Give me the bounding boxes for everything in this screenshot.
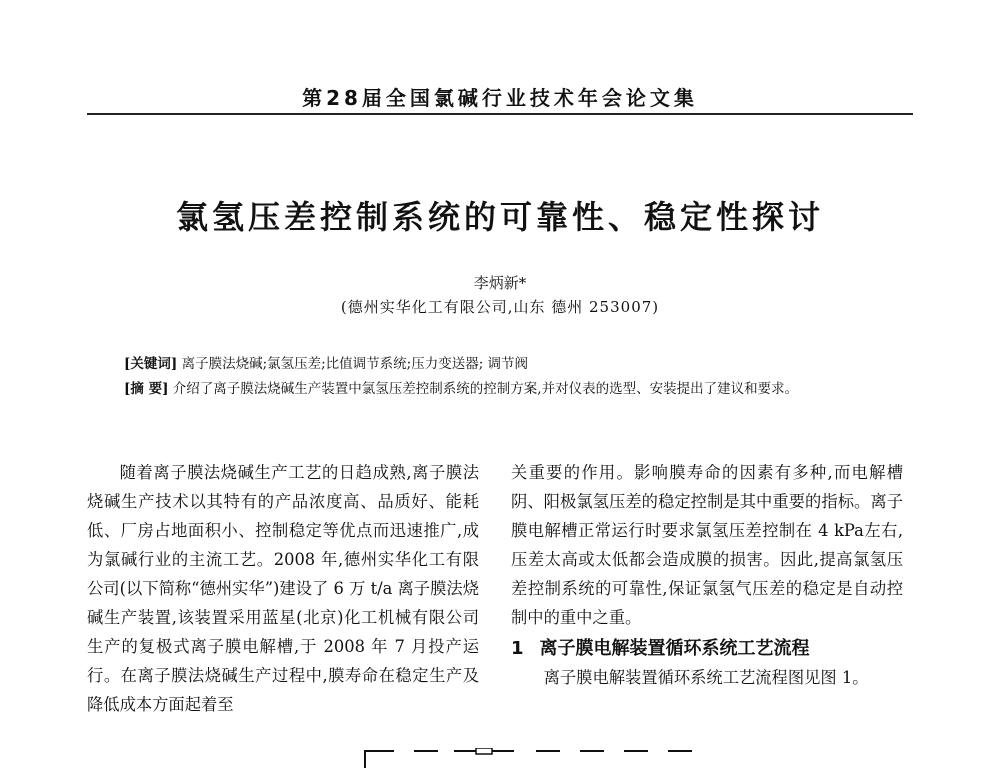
section-1-title: 离子膜电解装置循环系统工艺流程: [539, 638, 810, 659]
body-paragraph-2: 关重要的作用。影响膜寿命的因素有多种,而电解槽阴、阳极氯氢压差的稳定控制是其中重要的指标。离子膜电解槽正常运行时要求氯氢压差控制在 4 kPa左右,压差太高或太低都会造成膜的损害。因此,提高氯氢压差控制系统的可靠性,保证氯氢气压差的稳定是自动控制中的重中之重。: [511, 463, 903, 627]
proceedings-header: 第28届全国氯碱行业技术年会论文集: [302, 86, 698, 110]
body-paragraph-1: 随着离子膜法烧碱生产工艺的日趋成熟,离子膜法烧碱生产技术以其特有的产品浓度高、品质好、能耗低、厂房占地面积小、控制稳定等优点而迅速推广,成为氯碱行业的主流工艺。2008 年,德州实华化工有限公司(以下简称“德州实华”)建设了 6 万 t/a 离子膜法烧碱生产装置,该装置采用蓝星(北京)化工机械有限公司生产的复极式离子膜电解槽,于 2008 年 7 月投产运行。在离子膜法烧碱生产过程中,膜寿命在稳定生产及降低成本方面起着至: [87, 463, 479, 714]
keywords-text: 离子膜法烧碱;氯氢压差;比值调节系统;压力变送器; 调节阀: [181, 356, 529, 372]
section-1-text: 离子膜电解装置循环系统工艺流程图见图 1。: [543, 668, 869, 687]
section-1-heading: [511, 634, 903, 663]
author-name: 李炳新*: [473, 274, 527, 292]
left-column: [87, 458, 479, 719]
header-rule: [87, 113, 913, 115]
keywords: [124, 352, 904, 376]
right-column: [511, 458, 903, 692]
keywords-label: [关键词]: [124, 356, 178, 372]
paper-title: 氯氢压差控制系统的可靠性、稳定性探讨: [175, 198, 824, 236]
author-affiliation: (德州实华化工有限公司,山东 德州 253007): [340, 298, 660, 316]
section-1-number: 1: [511, 638, 524, 659]
figure-1-top-edge: [364, 748, 724, 768]
abstract: [124, 377, 904, 401]
abstract-label: [摘 要]: [124, 381, 169, 397]
abstract-text: 介绍了离子膜法烧碱生产装置中氯氢压差控制系统的控制方案,并对仪表的选型、安装提出了建议和要求。: [172, 381, 799, 397]
